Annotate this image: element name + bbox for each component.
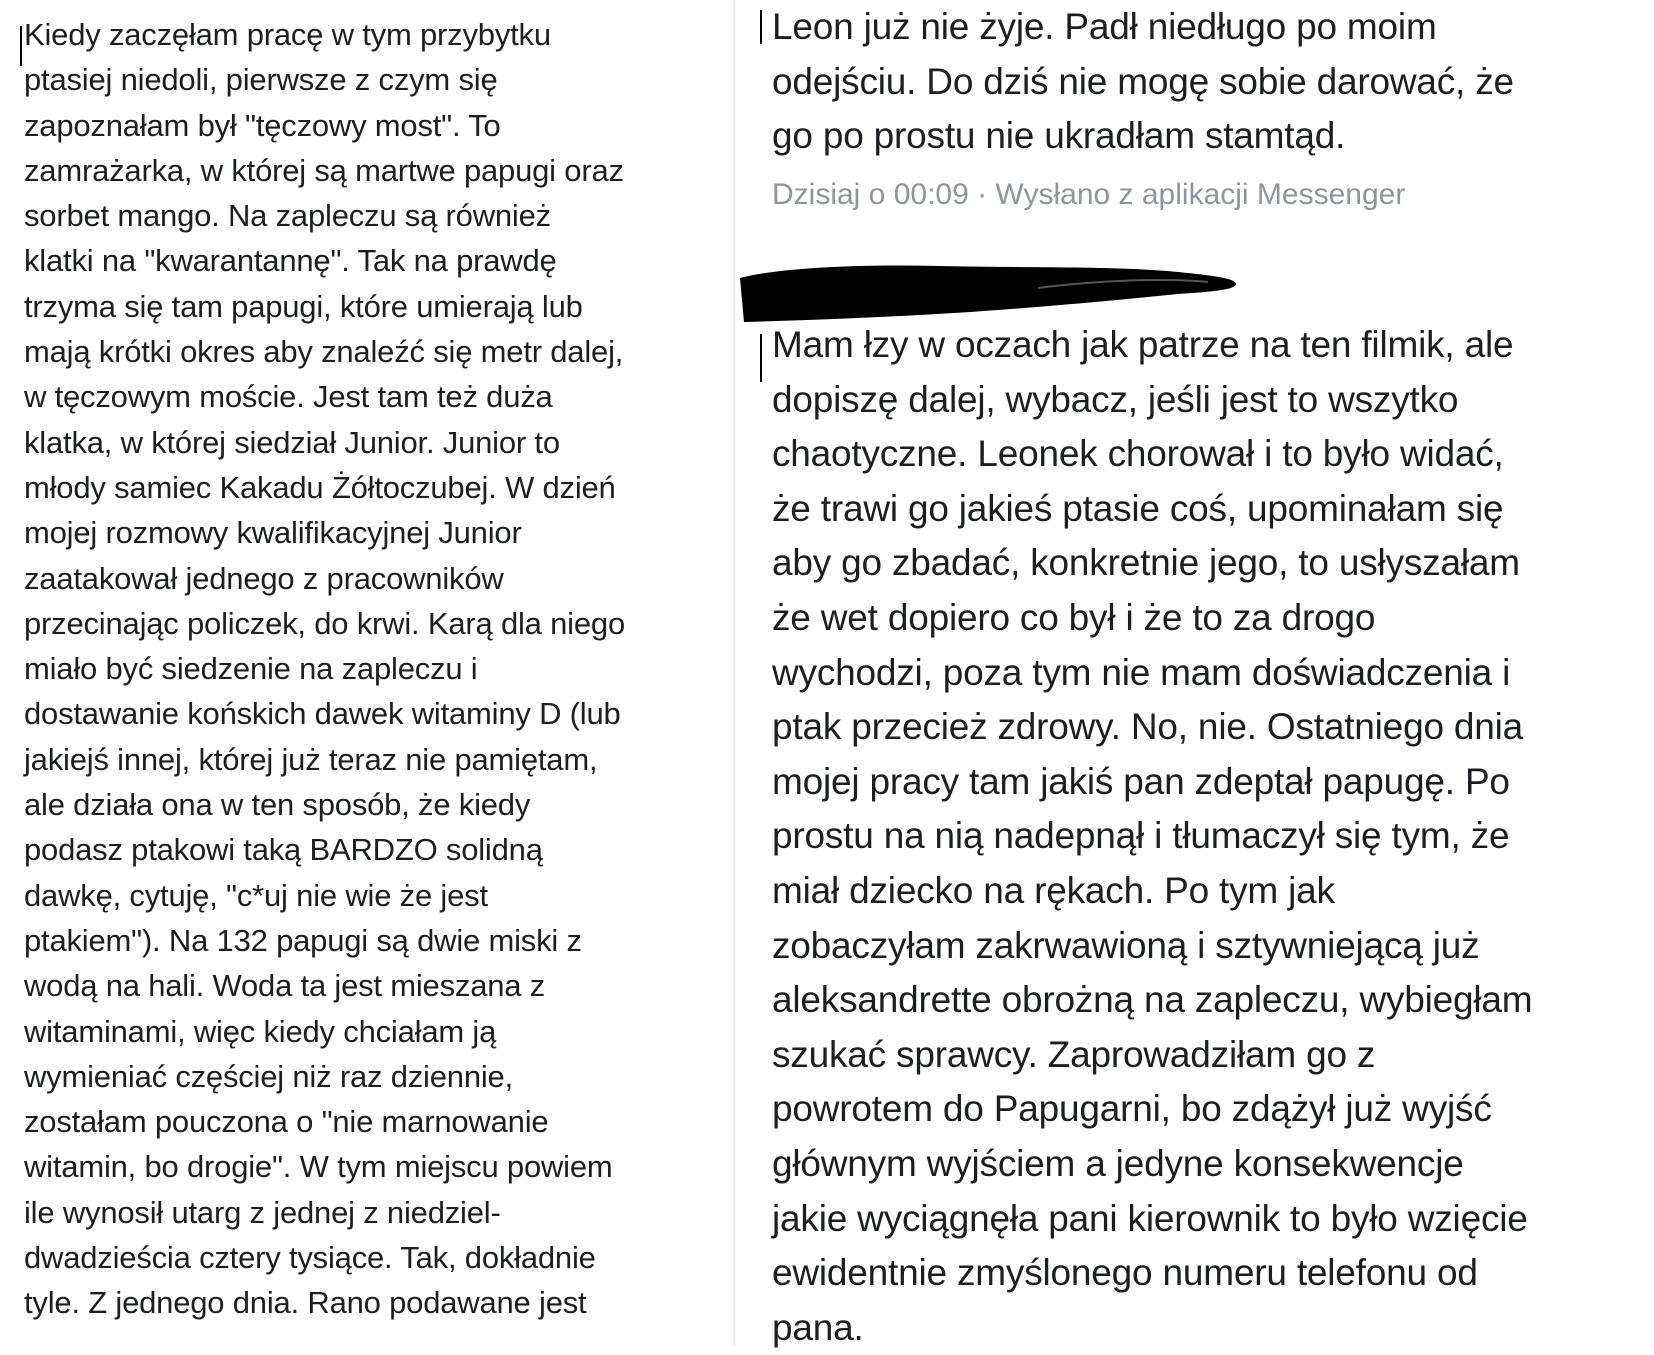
message-text-top (772, 0, 1652, 164)
text-line: miało być siedzenie na zapleczu i (24, 651, 478, 687)
text-cursor (20, 26, 22, 66)
text-line: tyle. Z jednego dnia. Rano podawane jest (24, 1285, 587, 1321)
text-line: witaminami, więc kiedy chciałam ją (24, 1013, 497, 1049)
text-line: że trawi go jakieś ptasie coś, upominałam się (772, 487, 1504, 529)
text-line: mają krótki okres aby znaleźć się metr dalej, (24, 334, 624, 370)
text-line: wymieniać częściej niż raz dziennie, (24, 1058, 513, 1094)
text-line: jakiejś innej, której już teraz nie pamiętam, (24, 741, 598, 777)
text-line: odejściu. Do dziś nie mogę sobie darować, że (772, 60, 1514, 102)
text-line: jakie wyciągnęła pani kierownik to było wzięcie (772, 1197, 1528, 1239)
text-line: szukać sprawcy. Zaprowadziłam go z (772, 1033, 1376, 1075)
text-cursor (760, 10, 762, 44)
text-line: ile wynosił utarg z jednej z niedziel- (24, 1194, 501, 1230)
text-line: pana. (772, 1306, 864, 1348)
text-line: podasz ptakowi taką BARDZO solidną (24, 832, 543, 868)
text-line: Leon już nie żyje. Padł niedługo po moim (772, 6, 1437, 47)
text-line: chaotyczne. Leonek chorował i to było widać, (772, 433, 1504, 475)
text-cursor (760, 334, 762, 382)
text-line: młody samiec Kakadu Żółtoczubej. W dzień (24, 469, 616, 505)
text-line: ewidentnie zmyślonego numeru telefonu od (772, 1252, 1478, 1294)
text-line: że wet dopiero co był i że to za drogo (772, 596, 1376, 638)
text-line: ptakiem"). Na 132 papugi są dwie miski z (24, 922, 582, 958)
text-line: dopiszę dalej, wybacz, jeśli jest to wszytko (772, 378, 1459, 420)
text-line: dawkę, cytuję, "c*uj nie wie że jest (24, 877, 488, 913)
text-line: wodą na hali. Woda ta jest mieszana z (24, 968, 546, 1004)
text-line: witamin, bo drogie". W tym miejscu powiem (24, 1149, 613, 1185)
right-messages-panel (736, 0, 1654, 1348)
text-line: zapoznałam był "tęczowy most". To (24, 107, 501, 143)
text-line: głównym wyjściem a jedyne konsekwencje (772, 1142, 1464, 1184)
text-line: go po prostu nie ukradłam stamtąd. (772, 115, 1346, 157)
text-line: dostawanie końskich dawek witaminy D (lub (24, 696, 621, 732)
text-line: powrotem do Papugarni, bo zdążył już wyjść (772, 1088, 1492, 1130)
text-line: sorbet mango. Na zapleczu są również (24, 198, 551, 234)
left-post-text (24, 12, 724, 1326)
text-line: dwadzieścia cztery tysiące. Tak, dokładnie (24, 1240, 596, 1276)
text-line: klatka, w której siedział Junior. Junior to (24, 424, 560, 460)
text-line: zostałam pouczona o "nie marnowanie (24, 1104, 549, 1140)
text-line: wychodzi, poza tym nie mam doświadczenia i (772, 651, 1511, 693)
text-line: aby go zbadać, konkretnie jego, to usłyszałam (772, 542, 1520, 584)
text-line: Kiedy zaczęłam pracę w tym przybytku (24, 17, 551, 52)
text-line: miał dziecko na rękach. Po tym jak (772, 869, 1335, 911)
text-line: ale działa ona w ten sposób, że kiedy (24, 787, 531, 823)
text-line: mojej pracy tam jakiś pan zdeptał papugę. Po (772, 760, 1510, 802)
text-line: aleksandrette obrożną na zapleczu, wybiegłam (772, 979, 1533, 1021)
panel-divider (733, 0, 735, 1345)
text-line: Mam łzy w oczach jak patrze na ten filmik, ale (772, 324, 1514, 365)
text-line: prostu na nią nadepnął i tłumaczył się tym, że (772, 815, 1510, 857)
text-line: mojej rozmowy kwalifikacyjnej Junior (24, 515, 522, 551)
text-line: zobaczyłam zakrwawioną i sztywniejącą już (772, 924, 1480, 966)
message-text-bottom (772, 318, 1652, 1355)
message-timestamp: Dzisiaj o 00:09 · Wysłano z aplikacji Messenger (772, 178, 1406, 211)
text-line: zaatakował jednego z pracowników (24, 560, 504, 596)
text-line: ptasiej niedoli, pierwsze z czym się (24, 62, 498, 98)
left-post-panel (0, 0, 732, 1345)
text-line: przecinając policzek, do krwi. Karą dla niego (24, 605, 625, 641)
text-line: trzyma się tam papugi, które umierają lub (24, 288, 583, 324)
text-line: klatki na "kwarantannę". Tak na prawdę (24, 243, 557, 279)
text-line: w tęczowym moście. Jest tam też duża (24, 379, 553, 415)
text-line: ptak przecież zdrowy. No, nie. Ostatniego dnia (772, 706, 1524, 748)
text-line: zamrażarka, w której są martwe papugi oraz (24, 152, 624, 188)
